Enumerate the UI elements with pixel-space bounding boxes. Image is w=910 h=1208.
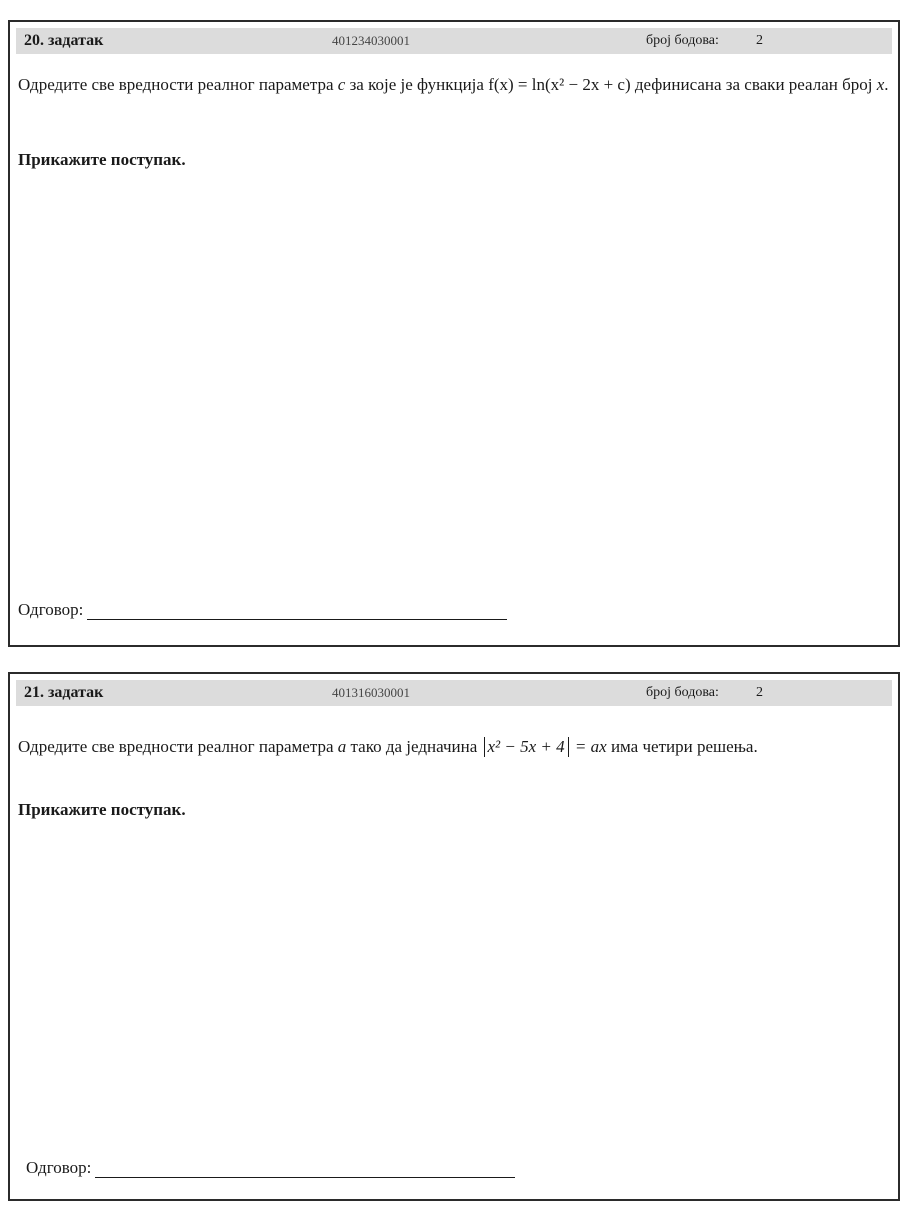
task-header	[16, 680, 892, 706]
statement-text: тако да једначина	[346, 737, 482, 756]
equation-rhs: = ax	[570, 737, 607, 756]
statement-text: има четири решења.	[606, 737, 758, 756]
answer-label: Одговор:	[18, 600, 84, 619]
answer-field[interactable]	[87, 601, 507, 620]
instruction: Прикажите поступак.	[18, 150, 186, 169]
task-number: 21. задатак	[24, 684, 104, 701]
function-formula: f(x) = ln(x² − 2x + c)	[488, 75, 631, 94]
points-value: 2	[756, 33, 763, 48]
statement-text: дефинисана за сваки реалан број	[630, 75, 877, 94]
task-code: 401234030001	[332, 33, 410, 48]
task-20-box	[8, 20, 900, 647]
instruction: Прикажите поступак.	[18, 800, 186, 819]
task-number: 20. задатак	[24, 32, 104, 49]
task-code: 401316030001	[332, 685, 410, 700]
parameter: a	[337, 737, 347, 756]
answer-label: Одговор:	[26, 1158, 92, 1177]
absolute-value-expression	[484, 737, 569, 757]
points-label: број бодова:	[646, 685, 719, 700]
answer-row	[26, 1158, 515, 1178]
abs-expression: x² − 5x + 4	[487, 737, 565, 756]
task-21-box	[8, 672, 900, 1201]
points-label: број бодова:	[646, 33, 719, 48]
answer-row	[18, 600, 507, 620]
answer-field[interactable]	[95, 1159, 515, 1178]
parameter: c	[337, 75, 346, 94]
statement-text: Одредите све вредности реалног параметра	[18, 75, 338, 94]
task-header	[16, 28, 892, 54]
statement-text: .	[884, 75, 889, 94]
points-value: 2	[756, 685, 763, 700]
statement-text: Одредите све вредности реалног параметра	[18, 737, 338, 756]
task-statement	[18, 74, 890, 96]
statement-text: за које је функција	[345, 75, 489, 94]
task-statement	[18, 736, 890, 758]
variable: x	[876, 75, 885, 94]
